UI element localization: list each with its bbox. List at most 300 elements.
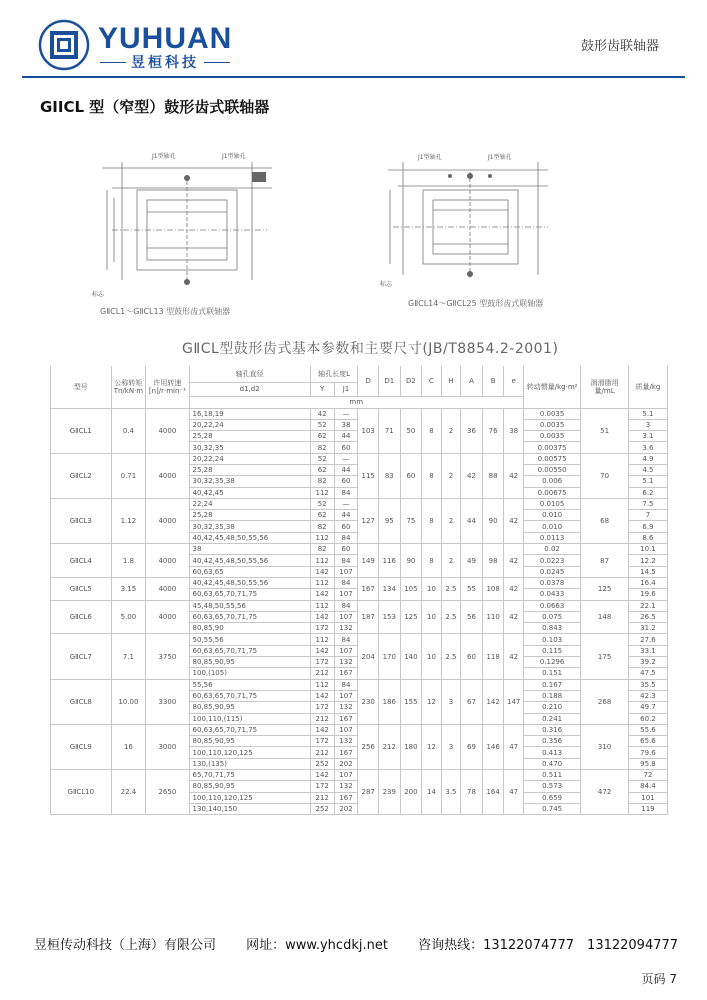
table-cell: 2650: [146, 770, 189, 815]
diagram-caption-2: GⅡCL14～GⅡCL25 型鼓形齿式联轴器: [408, 299, 544, 308]
table-cell: 0.010: [523, 510, 580, 521]
col-b: B: [482, 366, 504, 396]
table-cell: 155: [400, 679, 422, 724]
table-row: [51, 679, 668, 690]
table-cell: 112: [310, 634, 334, 645]
table-cell: 16,18,19: [189, 408, 310, 419]
table-cell: 22.4: [111, 770, 146, 815]
table-cell: 125: [581, 577, 629, 600]
table-cell: 5.1: [628, 476, 667, 487]
table-cell: 115: [358, 453, 379, 498]
table-cell: 82: [310, 544, 334, 555]
table-cell: 0.356: [523, 736, 580, 747]
table-cell: 56: [461, 600, 483, 634]
table-cell: 44: [461, 498, 483, 543]
table-cell: 130,(135): [189, 758, 310, 769]
table-cell: GⅡCL1: [51, 408, 112, 453]
footer-website: 网址：www.yhcdkj.net: [246, 938, 388, 953]
table-cell: 0.659: [523, 792, 580, 803]
table-cell: 22.1: [628, 600, 667, 611]
table-cell: 84: [334, 532, 358, 543]
table-cell: 31.2: [628, 623, 667, 634]
table-cell: 60,63,65,70,71,75: [189, 611, 310, 622]
table-cell: 8: [422, 544, 441, 578]
table-cell: —: [334, 408, 358, 419]
table-cell: 172: [310, 623, 334, 634]
table-cell: 12: [422, 724, 441, 769]
table-cell: 167: [334, 792, 358, 803]
table-cell: 60: [334, 476, 358, 487]
table-cell: 142: [482, 679, 504, 724]
table-cell: 8: [422, 453, 441, 498]
table-cell: 10: [422, 634, 441, 679]
bore-label-left: J1型轴孔: [152, 153, 176, 160]
table-cell: 84: [334, 679, 358, 690]
table-cell: 252: [310, 803, 334, 814]
table-cell: 230: [358, 679, 379, 724]
table-cell: 142: [310, 645, 334, 656]
table-cell: 132: [334, 736, 358, 747]
table-cell: 252: [310, 758, 334, 769]
table-cell: 100,110,(115): [189, 713, 310, 724]
table-cell: 12: [422, 679, 441, 724]
table-cell: 4000: [146, 544, 189, 578]
col-e: e: [504, 366, 523, 396]
table-cell: 83: [378, 453, 400, 498]
table-cell: 40,42,45,48,50,55,56: [189, 555, 310, 566]
table-cell: GⅡCL4: [51, 544, 112, 578]
table-cell: 100,(105): [189, 668, 310, 679]
table-cell: 8: [422, 408, 441, 453]
table-cell: 107: [334, 770, 358, 781]
table-cell: 256: [358, 724, 379, 769]
table-cell: 88: [482, 453, 504, 498]
table-cell: 42: [504, 577, 523, 600]
table-cell: 119: [628, 803, 667, 814]
table-cell: 202: [334, 758, 358, 769]
table-cell: 167: [358, 577, 379, 600]
brand-cn: 昱桓科技: [131, 55, 199, 71]
table-cell: 147: [504, 679, 523, 724]
table-cell: 112: [310, 555, 334, 566]
table-cell: 175: [581, 634, 629, 679]
table-cell: 80,85,90: [189, 623, 310, 634]
table-cell: 5.00: [111, 600, 146, 634]
table-cell: 200: [400, 770, 422, 815]
table-cell: 8: [422, 498, 441, 543]
table-cell: 62: [310, 510, 334, 521]
table-cell: 7.1: [111, 634, 146, 679]
table-cell: 187: [358, 600, 379, 634]
table-cell: 19.6: [628, 589, 667, 600]
table-cell: 42: [504, 453, 523, 498]
table-cell: 55: [461, 577, 483, 600]
table-cell: 140: [400, 634, 422, 679]
table-cell: 3750: [146, 634, 189, 679]
table-cell: 62: [310, 464, 334, 475]
table-cell: 8.6: [628, 532, 667, 543]
header-divider: [22, 76, 685, 78]
table-cell: 44: [334, 510, 358, 521]
table-cell: 167: [334, 668, 358, 679]
table-cell: 52: [310, 498, 334, 509]
table-cell: 2: [441, 408, 460, 453]
table-cell: 132: [334, 657, 358, 668]
col-d1: D1: [378, 366, 400, 396]
table-cell: 10.00: [111, 679, 146, 724]
table-row: [51, 453, 668, 464]
table-cell: 49: [461, 544, 483, 578]
table-cell: 130,140,150: [189, 803, 310, 814]
coupling-drawing-large: [378, 150, 568, 290]
table-cell: 84: [334, 600, 358, 611]
page-title: GIICL 型（窄型）鼓形齿式联轴器: [40, 98, 270, 116]
col-model: 型号: [51, 366, 112, 408]
bore-label-right: J1型轴孔: [488, 154, 512, 161]
yuhuan-logo-icon: [38, 19, 90, 71]
table-cell: 7.5: [628, 498, 667, 509]
table-cell: GⅡCL7: [51, 634, 112, 679]
table-cell: 6.2: [628, 487, 667, 498]
table-cell: 2.5: [441, 577, 460, 600]
table-cell: 112: [310, 532, 334, 543]
table-cell: GⅡCL3: [51, 498, 112, 543]
table-cell: 3.1: [628, 431, 667, 442]
table-cell: 4.9: [628, 453, 667, 464]
table-cell: 142: [310, 589, 334, 600]
brand-name: YUHUAN: [98, 22, 233, 55]
table-cell: 0.0035: [523, 431, 580, 442]
table-cell: 67: [461, 679, 483, 724]
table-cell: 472: [581, 770, 629, 815]
table-cell: 39.2: [628, 657, 667, 668]
table-cell: 107: [334, 690, 358, 701]
table-cell: 167: [334, 747, 358, 758]
table-cell: 107: [334, 724, 358, 735]
table-cell: 100,110,120,125: [189, 792, 310, 803]
table-cell: 80,85,90,95: [189, 736, 310, 747]
table-cell: 49.7: [628, 702, 667, 713]
table-cell: 0.745: [523, 803, 580, 814]
table-cell: 112: [310, 577, 334, 588]
table-cell: 3300: [146, 679, 189, 724]
table-cell: 26.5: [628, 611, 667, 622]
table-cell: 30,32,35: [189, 442, 310, 453]
table-cell: —: [334, 498, 358, 509]
bore-label-left: J1型轴孔: [418, 154, 442, 161]
table-row: [51, 408, 668, 419]
table-cell: 116: [378, 544, 400, 578]
table-cell: 0.103: [523, 634, 580, 645]
table-cell: 55.6: [628, 724, 667, 735]
table-cell: 3: [441, 724, 460, 769]
bore-label-right: J1型轴孔: [222, 153, 246, 160]
table-cell: 172: [310, 781, 334, 792]
table-cell: 186: [378, 679, 400, 724]
table-cell: 65.6: [628, 736, 667, 747]
header-category: 鼓形齿联轴器: [580, 39, 659, 54]
table-cell: 118: [482, 634, 504, 679]
table-cell: 70: [581, 453, 629, 498]
table-cell: 79.6: [628, 747, 667, 758]
table-cell: 4000: [146, 600, 189, 634]
table-cell: 47.5: [628, 668, 667, 679]
table-cell: 25,28: [189, 510, 310, 521]
table-cell: 25,28: [189, 464, 310, 475]
table-cell: 0.0105: [523, 498, 580, 509]
table-cell: GⅡCL8: [51, 679, 112, 724]
table-cell: 45,48,50,55,56: [189, 600, 310, 611]
table-cell: 82: [310, 521, 334, 532]
table-cell: 212: [310, 668, 334, 679]
table-cell: 40,42,45: [189, 487, 310, 498]
table-cell: 0.573: [523, 781, 580, 792]
table-cell: 6.9: [628, 521, 667, 532]
table-cell: 36: [461, 408, 483, 453]
table-cell: 0.413: [523, 747, 580, 758]
table-cell: 60,63,65,70,71,75: [189, 645, 310, 656]
spec-table: [50, 366, 668, 815]
table-cell: 212: [378, 724, 400, 769]
table-cell: 0.0035: [523, 419, 580, 430]
table-cell: 60,63,65,70,71,75: [189, 690, 310, 701]
table-cell: 0.010: [523, 521, 580, 532]
table-cell: 125: [400, 600, 422, 634]
table-cell: 132: [334, 702, 358, 713]
table-cell: 0.151: [523, 668, 580, 679]
table-cell: 60: [334, 442, 358, 453]
table-cell: 84: [334, 577, 358, 588]
table-cell: 112: [310, 487, 334, 498]
table-cell: 10.1: [628, 544, 667, 555]
table-cell: 2: [441, 544, 460, 578]
table-cell: 110: [482, 600, 504, 634]
diagram-caption-1: GⅡCL1～GⅡCL13 型鼓形齿式联轴器: [100, 307, 231, 316]
table-cell: GⅡCL10: [51, 770, 112, 815]
table-row: [51, 724, 668, 735]
table-cell: 50,55,56: [189, 634, 310, 645]
table-cell: 16.4: [628, 577, 667, 588]
table-cell: 3: [441, 679, 460, 724]
table-cell: 0.511: [523, 770, 580, 781]
table-cell: 42: [504, 600, 523, 634]
table-cell: 0.0663: [523, 600, 580, 611]
table-cell: 4000: [146, 498, 189, 543]
table-cell: 33.1: [628, 645, 667, 656]
table-cell: 42.3: [628, 690, 667, 701]
table-cell: 3: [628, 419, 667, 430]
table-cell: 82: [310, 442, 334, 453]
table-cell: 98: [482, 544, 504, 578]
table-cell: 20,22,24: [189, 419, 310, 430]
table-cell: 60,63,65: [189, 566, 310, 577]
table-cell: 75: [400, 498, 422, 543]
table-cell: 132: [334, 623, 358, 634]
table-cell: GⅡCL5: [51, 577, 112, 600]
table-cell: 84: [334, 555, 358, 566]
marker-label: 标志: [380, 281, 393, 288]
table-cell: 148: [581, 600, 629, 634]
table-cell: 142: [310, 690, 334, 701]
table-cell: 204: [358, 634, 379, 679]
table-cell: 44: [334, 431, 358, 442]
table-cell: 42: [504, 498, 523, 543]
page-header: [0, 0, 707, 80]
table-cell: 55,56: [189, 679, 310, 690]
table-cell: 107: [334, 589, 358, 600]
table-cell: 5.1: [628, 408, 667, 419]
table-cell: 16: [111, 724, 146, 769]
col-d2: D2: [400, 366, 422, 396]
table-cell: 12.2: [628, 555, 667, 566]
table-cell: 132: [334, 781, 358, 792]
table-cell: 60.2: [628, 713, 667, 724]
table-cell: 38: [189, 544, 310, 555]
table-cell: 0.0113: [523, 532, 580, 543]
table-title: GⅡCL型鼓形齿式基本参数和主要尺寸(JB/T8854.2-2001): [182, 341, 559, 357]
table-cell: 0.075: [523, 611, 580, 622]
table-cell: 127: [358, 498, 379, 543]
table-cell: 1.12: [111, 498, 146, 543]
table-cell: 60: [334, 544, 358, 555]
table-cell: 14: [422, 770, 441, 815]
brand-subtitle: [100, 52, 230, 72]
col-c: C: [422, 366, 441, 396]
table-cell: 0.1296: [523, 657, 580, 668]
table-row: [51, 600, 668, 611]
table-cell: 35.5: [628, 679, 667, 690]
table-cell: 1.8: [111, 544, 146, 578]
table-cell: 60,63,65,70,71,75: [189, 724, 310, 735]
col-bore: 轴孔直径: [189, 366, 310, 382]
table-cell: 142: [310, 566, 334, 577]
table-cell: 107: [334, 566, 358, 577]
table-cell: 170: [378, 634, 400, 679]
table-cell: 0.02: [523, 544, 580, 555]
table-cell: 80,85,90,95: [189, 781, 310, 792]
table-cell: 80,85,90,95: [189, 702, 310, 713]
table-cell: 164: [482, 770, 504, 815]
table-cell: 0.0245: [523, 566, 580, 577]
table-cell: 142: [310, 724, 334, 735]
table-cell: 40,42,45,48,50,55,56: [189, 577, 310, 588]
table-cell: 0.210: [523, 702, 580, 713]
table-cell: 212: [310, 747, 334, 758]
table-cell: 84: [334, 487, 358, 498]
table-cell: 14.5: [628, 566, 667, 577]
table-cell: 50: [400, 408, 422, 453]
table-cell: 25,28: [189, 431, 310, 442]
table-cell: 2: [441, 453, 460, 498]
table-cell: 3000: [146, 724, 189, 769]
table-cell: 78: [461, 770, 483, 815]
table-row: [51, 498, 668, 509]
table-cell: 287: [358, 770, 379, 815]
table-cell: 172: [310, 736, 334, 747]
table-cell: 142: [310, 770, 334, 781]
col-torque: 公称转矩Tn/kN·m: [111, 366, 146, 408]
table-cell: 42: [461, 453, 483, 498]
table-cell: 0.00675: [523, 487, 580, 498]
col-speed: 许用转速[n]/r·min⁻¹: [146, 366, 189, 408]
table-cell: 40,42,45,48,50,55,56: [189, 532, 310, 543]
table-cell: 3.5: [441, 770, 460, 815]
table-cell: 0.00575: [523, 453, 580, 464]
table-cell: 87: [581, 544, 629, 578]
table-cell: 20,22,24: [189, 453, 310, 464]
table-cell: 0.188: [523, 690, 580, 701]
table-cell: 107: [334, 611, 358, 622]
table-cell: 42: [310, 408, 334, 419]
table-cell: 134: [378, 577, 400, 600]
table-cell: 38: [334, 419, 358, 430]
table-cell: 4000: [146, 577, 189, 600]
table-cell: 0.115: [523, 645, 580, 656]
table-cell: GⅡCL2: [51, 453, 112, 498]
table-cell: 30,32,35,38: [189, 521, 310, 532]
table-cell: 112: [310, 679, 334, 690]
table-cell: 239: [378, 770, 400, 815]
table-cell: 0.0433: [523, 589, 580, 600]
table-cell: 112: [310, 600, 334, 611]
table-cell: 42: [504, 634, 523, 679]
table-cell: 51: [581, 408, 629, 453]
table-row: [51, 544, 668, 555]
table-cell: 2.5: [441, 600, 460, 634]
coupling-drawing-small: [92, 150, 292, 300]
table-cell: 172: [310, 702, 334, 713]
table-cell: 60: [334, 521, 358, 532]
table-cell: 10: [422, 577, 441, 600]
table-cell: 84.4: [628, 781, 667, 792]
table-cell: 0.0223: [523, 555, 580, 566]
table-cell: 60,63,65,70,71,75: [189, 589, 310, 600]
footer-hotline: 咨询热线：13122074777 13122094777: [418, 938, 679, 953]
table-cell: 212: [310, 792, 334, 803]
table-row: [51, 770, 668, 781]
table-cell: 0.0378: [523, 577, 580, 588]
table-cell: 60: [400, 453, 422, 498]
table-cell: 52: [310, 419, 334, 430]
col-d: D: [358, 366, 379, 396]
table-cell: 84: [334, 634, 358, 645]
table-cell: 100,110,120,125: [189, 747, 310, 758]
table-cell: 103: [358, 408, 379, 453]
col-bore-sub: d1,d2: [189, 382, 310, 396]
table-cell: 0.71: [111, 453, 146, 498]
table-cell: 4000: [146, 453, 189, 498]
table-cell: 0.00375: [523, 442, 580, 453]
col-unit: mm: [189, 396, 523, 408]
table-cell: 3.6: [628, 442, 667, 453]
col-h: H: [441, 366, 460, 396]
table-cell: 68: [581, 498, 629, 543]
table-cell: GⅡCL9: [51, 724, 112, 769]
table-cell: 90: [482, 498, 504, 543]
table-cell: 38: [504, 408, 523, 453]
marker-label: 标志: [92, 291, 105, 298]
footer: [34, 934, 704, 953]
table-cell: 101: [628, 792, 667, 803]
table-cell: 0.4: [111, 408, 146, 453]
table-cell: 10: [422, 600, 441, 634]
table-cell: 310: [581, 724, 629, 769]
table-cell: —: [334, 453, 358, 464]
table-cell: 71: [378, 408, 400, 453]
table-cell: 4.5: [628, 464, 667, 475]
table-cell: 268: [581, 679, 629, 724]
table-cell: 0.470: [523, 758, 580, 769]
